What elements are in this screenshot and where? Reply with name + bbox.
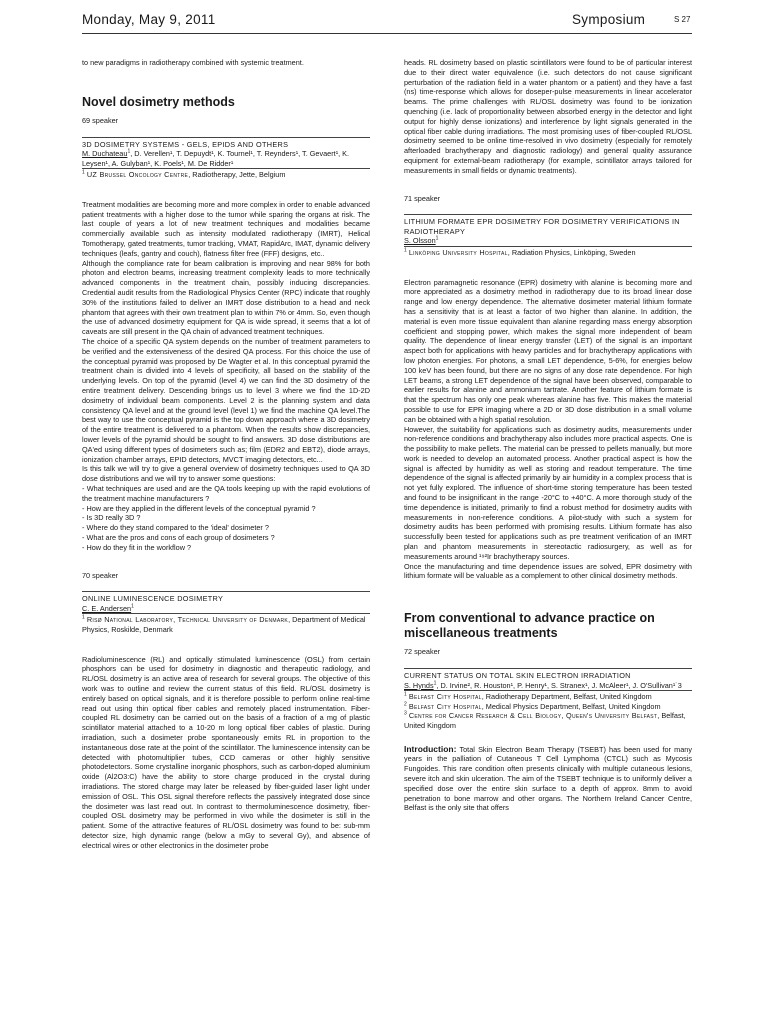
speaker-label: 72 speaker: [404, 647, 441, 657]
intro-label: Introduction:: [404, 743, 457, 754]
presenting-author: S. Olsson: [404, 236, 436, 246]
affiliation-71: $^1$ Linköping University Hospital, Radiation Physics, Linköping, Sweden: [404, 246, 692, 258]
authors-70: C. E. Andersen$^1$: [82, 603, 134, 613]
continued-text: heads. RL dosimetry based on plastic scintillators were found to be of particular interest due to their direct water equivalence (i.e. such detectors do not cause significant perturbation of the radiation field in a water phantom or a patient) and they have a fast (ns) time-response which allows for doseper-pulse measurements in linear accelerator beams. The prime challenges with RL/OSL dosimetry was found to be ionization quenching (i.e. lack of proportionality between absorbed energy in the detector and light output for highly dense ionizations) and interference by light signals generated in the optical fiber cable during irradiations. The most promising uses of fiber-coupled RL/OSL dosimetry seemed to be online time-resolved in vivo dosimetry (especially for remotely afterloaded brachytherapy and diagnostic radiology) and general quality assurance equipment for external-beam radiotherapy (for example, scintillator arrays tailored for measurements in small fields or dynamic treatments).: [404, 58, 692, 175]
authors-69: M. Duchateau$^1$, D. Verellen¹, T. Depuydt¹, K. Tournel¹, T. Reynders¹, T. Gevaert¹, K. Leysen¹, A. Gulyban¹, K. Poels¹, M. De Ridder¹: [82, 148, 350, 168]
institution: UZ Brussel Oncology Centre: [86, 170, 189, 180]
paragraph: Is this talk we will try to give a general overview of dosimetry techniques used to QA 3D dose distributions and we will try to answer some questions:: [82, 464, 370, 484]
affiliation-70: $^1$ Risø National Laboratory, Technical University of Denmark, Department of Medical Physics, Roskilde, Denmark: [82, 613, 370, 634]
paragraph: However, the suitability for applications such as dosimetry audits, measurements under non-reference conditions and brachytherapy also includes more practical aspects. One is the possibility to make pellets. The material can be pressed to pellets manually, but more work is needed to develop an automated process. Another practical aspect is how the signal is affected by humidity as well as storing and readout temperature. The time dependence of the signal is affected primarily by air humidity in a complex process that is not yet fully explored. The influence of short-time storing temperature has been tested and found to be insignificant in the range -20°C to +40°C. A more thorough study of the time dependence is initiated, primarily to find a robust method for dosimetry audits with measurements in non-reference conditions. A pilot-study with such a system for dosimetry audits has been performed with promising results. Lithium formate has also successfully been tested for applications such as pre treatment verification of an IMRT plan and phantom measurements in stereotactic radiosurgery, as well as for measurements around ¹⁹²Ir brachytherapy sources.: [404, 424, 692, 561]
institution: Belfast City Hospital: [408, 701, 482, 711]
header-rule: [82, 33, 692, 34]
authors-71: S. Olsson$^1$: [404, 235, 439, 246]
running-header-section: Symposium: [572, 12, 646, 27]
authors-72: S. Hynds$^1$, D. Irvine², R. Houston¹, P. Henry¹, S. Stranex¹, J. McAleer¹, J. O'Sullivan¹˙3: [404, 680, 682, 690]
list-item: - Is 3D really 3D ?: [82, 513, 141, 523]
section-title-miscellaneous: From conventional to advance practice on miscellaneous treatments: [404, 611, 655, 641]
running-header-date: Monday, May 9, 2011: [82, 12, 216, 27]
continued-text: to new paradigms in radiotherapy combined with systemic treatment.: [82, 58, 304, 67]
list-item: - Where do they stand compared to the 'ideal' dosimeter ?: [82, 523, 269, 533]
affiliation-69: $^1$ UZ Brussel Oncology Centre, Radiotherapy, Jette, Belgium: [82, 168, 370, 180]
presenting-author: S. Hynds: [404, 680, 434, 690]
speaker-label: 69 speaker: [82, 115, 119, 125]
paragraph: Electron paramagnetic resonance (EPR) dosimetry with alanine is becoming more and more appreciated as a dosimetry method in radiotherapy due to its broad linear dose range and low energy dependence. The alternative dosimeter material lithium formate has a sensitivity that is at least a factor of two higher than alanine. In addition, the material is even more tissue equivalent than alanine regarding mass energy absorption coefficient and stopping power, which makes the signal more independent of beam quality. The dependence of linear energy transfer (LET) of the signal is an important aspect both for applications with heavy particles and for brachytherapy applications with low photon energies. For photons, a small LET dependence, 5-6%, for energies below 100 keV has been found, but there are no signs of any dose rate dependence. For high LET beams, a strong LET dependence of the signal have been observed, comparable to earlier results for alanine and ammonium tartrate. Another feature of lithium formate is that the spectrum has only one peak whereas alanine has five. This makes the material possible to use for EPR imaging where a 2D or 3D dose distribution in a small volume can be obtained with a high spatial resolution.: [404, 277, 692, 424]
right-column: [404, 58, 692, 813]
abstract-title-72: CURRENT STATUS ON TOTAL SKIN ELECTRON IRRADIATION: [404, 668, 692, 681]
affiliation-72-3: $^3$ Centre for Cancer Research & Cell Biology, Queen's University Belfast, Belfast, United Kingdom: [404, 710, 686, 730]
abstract-body-69: [82, 200, 370, 553]
left-column: [82, 58, 370, 851]
institution: Risø National Laboratory, Technical University of Denmark: [86, 615, 289, 625]
abstract-title-69: 3D DOSIMETRY SYSTEMS - GELS, EPIDS AND OTHERS: [82, 137, 370, 150]
co-authors: , D. Verellen¹, T. Depuydt¹, K. Tournel¹, T. Reynders¹, T. Gevaert¹, K. Leysen¹, A. Gulyban¹, K. Poels¹, M. De Ridder¹: [82, 149, 350, 168]
abstract-title-71: LITHIUM FORMATE EPR DOSIMETRY FOR DOSIMETRY VERIFICATIONS IN RADIOTHERAPY: [404, 214, 692, 236]
list-item: - How do they fit in the workflow ?: [82, 542, 192, 552]
presenting-author: M. Duchateau: [82, 149, 128, 159]
speaker-label: 70 speaker: [82, 570, 119, 580]
affiliation-72-2: $^2$ Belfast City Hospital, Medical Physics Department, Belfast, United Kingdom: [404, 701, 661, 711]
abstract-body-71: [404, 278, 692, 582]
speaker-label: 71 speaker: [404, 193, 441, 203]
presenting-author: C. E. Andersen: [82, 603, 132, 613]
affiliation-72-1: $^1$ Belfast City Hospital, Radiotherapy Department, Belfast, United Kingdom: [404, 690, 692, 702]
paragraph: The choice of a specific QA system depends on the number of treatment parameters to be verified and the extensiveness of the desired QA process. For this choice the use of the conceptual pyramid was proposed by De Wagter et al. In this conceptual pyramid the treatment chain is divided into 4 levels of specificity, all based on the stability of the underlying levels. On top of the pyramid (level 4) we can find the 3D dosimetry of the entire treatment delivery. Descending brings us to level 3 where we find the 1D-2D dosimetry of individual beam components. Level 2 is the planning system and data consistency QA level and at the ground level (level 1) we find the machine QA level.The best way to use the conceptual pyramid is the top down approach where a 3D dosimetry of the entire treatment is delivered to a phantom. When the results show discrepancies, lower levels of the pyramid should be sought to find answers. 3D dose distributions are QA'ed using different types of dosimeters such as; film (EDR2 and EBT2), diode arrays, ionization chamber arrays, EPID detectors, MVCT imaging detectors, etc...: [82, 337, 370, 464]
section-title-novel-dosimetry: Novel dosimetry methods: [82, 94, 235, 109]
co-authors: , D. Irvine², R. Houston¹, P. Henry¹, S. Stranex¹, J. McAleer¹, J. O'Sullivan¹˙3: [436, 680, 682, 690]
abstract-title-70: ONLINE LUMINESCENCE DOSIMETRY: [82, 591, 370, 604]
paragraph: Although the compliance rate for beam calibration is improving and near 98% for both photon and electron beams, increasing treatment complexity leads to more technically advanced components in the treatment chain, possibly inducing discrepancies. Credential audit results from the Radiological Physics Center (RPC) indicate that roughly 30% of the institutions failed to deliver an IMRT dose distribution to a head and neck phantom that agrees with their own treatment plan to within 7% or 4mm. So, even though the use of advanced dosimetry equipment for QA is wide spread, it seems that a lot of caveats are still present in the QA chain of advanced treatment techniques.: [82, 258, 370, 337]
institution: Centre for Cancer Research & Cell Biology, Queen's University Belfast: [408, 711, 658, 721]
list-item: - What techniques are used and are the QA tools keeping up with the rapid evolutions of the treatment machine manufacturers ?: [82, 483, 370, 503]
institution: Belfast City Hospital: [408, 692, 482, 702]
page-number: S 27: [674, 15, 691, 24]
institution: Linköping University Hospital: [408, 247, 508, 257]
paragraph: Treatment modalities are becoming more and more complex in order to enable advanced patient treatments with a higher dose to the tumor while sparing the organs at risk. The last couple of years a lot of new treatment techniques and modalities became commercially available such as intensity modulated radiotherapy (IMRT), Helical Tomotherapy, gated treatments, tumor tracking, VMAT, RapidArc, IMAT, dynamic delivery techniques (leafs, gantry and couch), flatness filter free (FFF) designs, etc..: [82, 199, 370, 258]
abstract-body-72: Introduction: Total Skin Electron Beam Therapy (TSEBT) has been used for many years in the palliation of Cutaneous T Cell Lymphoma (CTCL) such as Mycosis Fungoides. This rare condition often presents clinically with multiple cutaneous lesions, severe itch and skin ulceration. The aim of the TSEBT technique is to uniformly deliver a specified dose over the entire skin surface to a depth of approx. 8mm to avoid penetration to bone marrow and other organs. The Northern Ireland Cancer Centre, Belfast is the only site that offers: [404, 743, 692, 813]
abstract-body-70: Radioluminescence (RL) and optically stimulated luminescence (OSL) from certain phosphors can be used for dosimetry in diagnostic and therapeutic radiology, and RL/OSL dosimetry is an active area of research for several groups. The objective of this work was to outline and review the current status of this field. RL/OSL dosimetry is entirely based on optical signals, and it is therefore possible to perform online real-time read out using thin optical fiber cables and remotely placed instrumentation. Fiber-coupled RL dosimetry can be carried out on the basis of a fraction of a mg of plastic scintillator material attached to a 10-20 m long optical fiber cables of plastic. During irradiation, such a dosimeter probe spontaneously emits RL in proportion to the instantaneous dose rate at the point of the scintillator. The luminescence intensity can be detected with photomultiplier tubes, CCD cameras or other highly sensitive photodetectors. Some crystalline inorganic phosphors, such as carbon-doped aluminium oxide (Al2O3:C) have the ability to store charge produced in the crystal during irradiations. The stored charge may later be released by fiber-guided laser light under emission of OSL. This OSL signal therefore reflects the passively integrated dose since the dosimeter was last read out. In contrast to thermoluminescence dosimetry, fiber-coupled OSL dosimetry may be performed in vivo while the dosimeter is still in the patient. Some of the attractive features of RL/OSL dosimetry was found to be: sub-mm detector size, high dynamic range (below a mGy to several Gy), and absence of electrical wires or other electronics in the dosimeter probe: [82, 654, 370, 850]
list-item: - How are they applied in the different levels of the conceptual pyramid ?: [82, 503, 316, 513]
paragraph: Once the manufacturing and time dependence issues are solved, EPR dosimetry with lithium formate will be valuable as a complement to other clinical dosimetry methods.: [404, 561, 692, 581]
list-item: - What are the pros and cons of each group of dosimeters ?: [82, 532, 275, 542]
